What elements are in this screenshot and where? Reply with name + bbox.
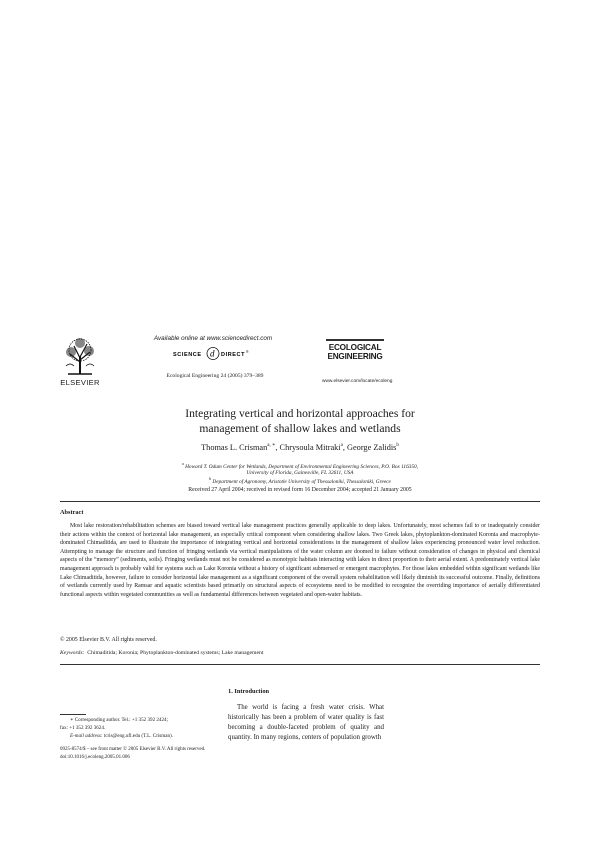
svg-text:d: d [210, 348, 215, 359]
email-link[interactable]: tcris@eng.ufl.edu (T.L. Crisman). [103, 732, 174, 739]
author-affiliation-mark: a [340, 443, 343, 448]
front-matter: 0925-8574/$ – see front matter © 2005 Elsevier B.V. All rights reserved. [60, 747, 206, 752]
author-name: Chrysoula Mitraki [279, 442, 341, 452]
abstract-copyright: © 2005 Elsevier B.V. All rights reserved. [60, 637, 157, 643]
journal-name-line2: ENGINEERING [327, 351, 383, 361]
affiliation: $^b$ Department of Agronomy, Aristotle University of Thessaloniki, Thessaloniki, Greece [209, 476, 391, 485]
footnote-line: ∗ Corresponding author. Tel.: +1 352 392 2424; [70, 717, 168, 723]
available-online: Available online at www.sciencedirect.com [153, 335, 273, 342]
publisher-name: ELSEVIER [60, 378, 100, 387]
elsevier-logo [57, 336, 103, 387]
footnote-rule [60, 714, 86, 715]
sciencedirect-logo [173, 346, 253, 360]
author-list: Thomas L. Crisman$^{a, ∗}$, Chrysoula Mitraki$^a$, George Zalidis$^b$ [201, 442, 399, 452]
svg-text:®: ® [246, 350, 249, 354]
journal-logo [325, 339, 385, 361]
footnote-email: E-mail address: tcris@eng.ufl.edu (T.L. Crisman). [70, 732, 174, 739]
footnote-line: fax: +1 352 392 3624. [60, 724, 106, 731]
section-body: The world is facing a fresh water crisis. What historically has been a problem of water quality is fast becoming a double-faceted problem of quality and quantity. In many regions, centers of population growth [228, 704, 384, 741]
received-dates: Received 27 April 2004; received in revised form 16 December 2004; accepted 21 January 2005 [188, 487, 412, 493]
journal-reference: Ecological Engineering 24 (2005) 379–389 [166, 373, 264, 379]
author-name: Thomas L. Crisman [201, 442, 268, 452]
abstract-body: Most lake restoration/rehabilitation schemes are biased toward vertical lake management practices generally applicable to deep lakes. Unfortunately, most schemes fail to or inadequately consider their actions within the context of horizontal lake management, an especially critical component when considering shallow lakes. Two Greek lakes, phytoplankton-dominated Koronia and macrophyte-dominated Chimaditida, are used to illustrate the importance of integrating vertical and horizontal considerations in the management of shallow lakes experiencing pronounced water level reduction. Attempting to manage the structure and function of fringing wetlands via vertical manipulations of the water column are doomed to failure without consideration of changes in physical and chemical aspects of the “memory” (sediments, soils). Fringing wetlands must not be considered as monotypic habitats interacting with lakes in direct proportion to their aerial extent. A predominately vertical lake management approach is probably valid for systems such as Lake Koronia without a history of significant submersed or emergent macrophytes. For those lakes embedded within significant wetlands like Lake Chimaditida, however, failure to consider horizontal lake management as a significant component of the overall system rehabilitation will likely diminish its successful outcome. Finally, definitions of wetlands currently used by Ramsar and aquatic scientists based primarily on structural aspects of ecosystems need to be modified to recognize the overriding importance of aerially differentiated functional aspects within vegetated communities as well as fundamental differences between vegetated and open-water habitats. [60, 523, 540, 598]
author-name: George Zalidis [347, 442, 397, 452]
affiliation: University of Florida, Gainesville, FL 32611, USA [246, 470, 354, 476]
journal-name-line1: ECOLOGICAL [328, 343, 382, 352]
divider [60, 501, 540, 502]
keywords-list: Chimaditida; Koronia; Phytoplankton-dominated systems; Lake management [87, 650, 264, 656]
doi-block [60, 746, 240, 762]
abstract-heading: Abstract [60, 509, 84, 516]
affiliation: $^a$ Howard T. Odum Center for Wetlands, Department of Environmental Engineering Sciences, P.O. Box 116350, [182, 461, 418, 470]
elsevier-tree-icon [60, 336, 100, 376]
author-affiliation-mark: a, ∗ [267, 443, 276, 448]
keywords [60, 650, 540, 656]
svg-text:DIRECT: DIRECT [221, 352, 246, 358]
title-line-2: management of shallow lakes and wetlands [199, 422, 401, 436]
keywords-label: Keywords: [60, 650, 85, 656]
journal-url: www.elsevier.com/locate/ecoleng [322, 379, 393, 384]
title-line-1: Integrating vertical and horizontal approaches for [185, 407, 415, 420]
article-title [100, 406, 500, 436]
author-affiliation-mark: b [396, 443, 399, 448]
doi-link[interactable]: doi:10.1016/j.ecoleng.2005.01.006 [60, 754, 130, 760]
divider [60, 664, 540, 665]
journal-rule [326, 339, 384, 341]
footnote [60, 717, 220, 741]
section-heading: 1. Introduction [228, 688, 270, 695]
svg-text:SCIENCE: SCIENCE [173, 352, 202, 358]
